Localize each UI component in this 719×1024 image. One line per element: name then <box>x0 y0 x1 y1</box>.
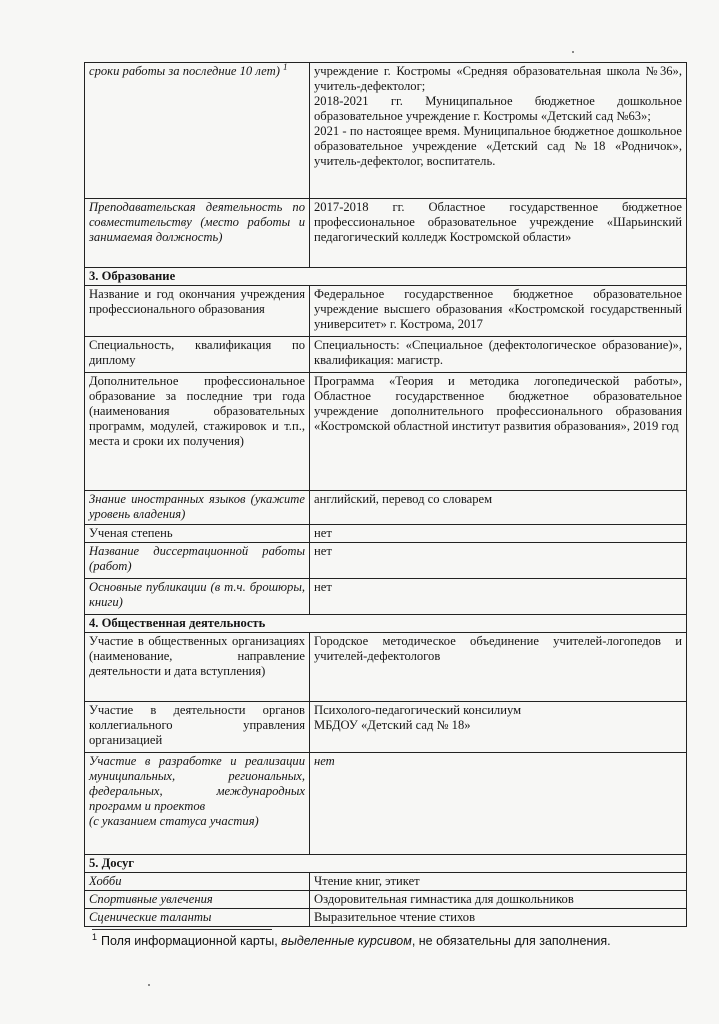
education-value: Федеральное государственное бюджетное образовательное учреждение высшего образования «Костромской государственный университет» г. Кострома, 2017 <box>310 286 687 337</box>
table-row <box>85 373 687 491</box>
work-period-line: 2018-2021 гг. Муниципальное бюджетное дошкольное образовательное учреждение г. Костромы «Детский сад №63»; <box>314 94 682 123</box>
table-row <box>85 891 687 909</box>
collegial-value-line: МБДОУ «Детский сад № 18» <box>314 718 471 732</box>
additional-education-label: Дополнительное профессиональное образование за последние три года (наименования образовательных программ, модулей, стажировок и т.п., места и сроки их получения) <box>85 373 310 491</box>
hobbies-label: Хобби <box>85 873 310 891</box>
languages-value: английский, перевод со словарем <box>310 491 687 525</box>
collegial-value <box>310 702 687 753</box>
hobbies-value: Чтение книг, этикет <box>310 873 687 891</box>
dissertation-label: Название диссертационной работы (работ) <box>85 543 310 579</box>
table-row <box>85 337 687 373</box>
table-row <box>85 909 687 927</box>
table-row <box>85 491 687 525</box>
work-period-value <box>310 63 687 199</box>
work-period-line: учреждение г. Костромы «Средняя образовательная школа №36», учитель-дефектолог; <box>314 64 682 93</box>
stage-value: Выразительное чтение стихов <box>310 909 687 927</box>
stage-label: Сценические таланты <box>85 909 310 927</box>
work-period-label: сроки работы за последние 10 лет) $^1$ <box>85 63 310 199</box>
footnote-ref: 1 <box>283 61 288 72</box>
languages-label: Знание иностранных языков (укажите уровень владения) <box>85 491 310 525</box>
section-public-activity-heading: 4. Общественная деятельность <box>85 615 687 633</box>
sport-value: Оздоровительная гимнастика для дошкольников <box>310 891 687 909</box>
footnote: $^1$ Поля информационной карты, выделенные курсивом, не обязательны для заполнения. <box>92 931 611 948</box>
collegial-label: Участие в деятельности органов коллегиального управления организацией <box>85 702 310 753</box>
work-period-line: 2021 - по настоящее время. Муниципальное бюджетное дошкольное образовательное учреждение «Детский сад №18 «Родничок», учитель-дефектолог, воспитатель. <box>314 124 682 168</box>
footnote-divider <box>92 929 272 930</box>
footnote-number: 1 <box>92 931 98 942</box>
table-row <box>85 268 687 286</box>
public-orgs-value: Городское методическое объединение учителей-логопедов и учителей-дефектологов <box>310 633 687 702</box>
table-row <box>85 873 687 891</box>
table-row <box>85 615 687 633</box>
publications-label: Основные публикации (в т.ч. брошюры, книги) <box>85 579 310 615</box>
teaching-label: Преподавательская деятельность по совместительству (место работы и занимаемая должность) <box>85 199 310 268</box>
dissertation-value: нет <box>310 543 687 579</box>
table-row <box>85 286 687 337</box>
teaching-value: 2017-2018 гг. Областное государственное бюджетное профессиональное образовательное учреждение «Шарьинский педагогический колледж Костромской области» <box>310 199 687 268</box>
education-label: Название и год окончания учреждения профессионального образования <box>85 286 310 337</box>
table-row <box>85 753 687 855</box>
degree-value: нет <box>310 525 687 543</box>
table-row <box>85 543 687 579</box>
table-row <box>85 63 687 199</box>
section-education-heading: 3. Образование <box>85 268 687 286</box>
sport-label: Спортивные увлечения <box>85 891 310 909</box>
collegial-value-line: Психолого-педагогический консилиум <box>314 703 522 717</box>
table-row <box>85 633 687 702</box>
additional-education-value: Программа «Теория и методика логопедической работы», Областное государственное бюджетное образовательное учреждение дополнительного профессионального образования «Костромской областной институт развития образования», 2019 год <box>310 373 687 491</box>
table-row <box>85 525 687 543</box>
table-row <box>85 702 687 753</box>
programs-label: Участие в разработке и реализации муниципальных, региональных, федеральных, международных программ и проектов (с указанием статуса участия) <box>85 753 310 855</box>
information-card-table <box>84 62 687 927</box>
publications-value: нет <box>310 579 687 615</box>
scan-speck <box>572 51 574 53</box>
table-row <box>85 199 687 268</box>
table-row <box>85 579 687 615</box>
degree-label: Ученая степень <box>85 525 310 543</box>
specialty-value: Специальность: «Специальное (дефектологическое образование)», квалификация: магистр. <box>310 337 687 373</box>
scan-speck <box>148 984 150 986</box>
table-row <box>85 855 687 873</box>
specialty-label: Специальность, квалификация по диплому <box>85 337 310 373</box>
programs-value: нет <box>310 753 687 855</box>
section-leisure-heading: 5. Досуг <box>85 855 687 873</box>
public-orgs-label: Участие в общественных организациях (наименование, направление деятельности и дата вступления) <box>85 633 310 702</box>
